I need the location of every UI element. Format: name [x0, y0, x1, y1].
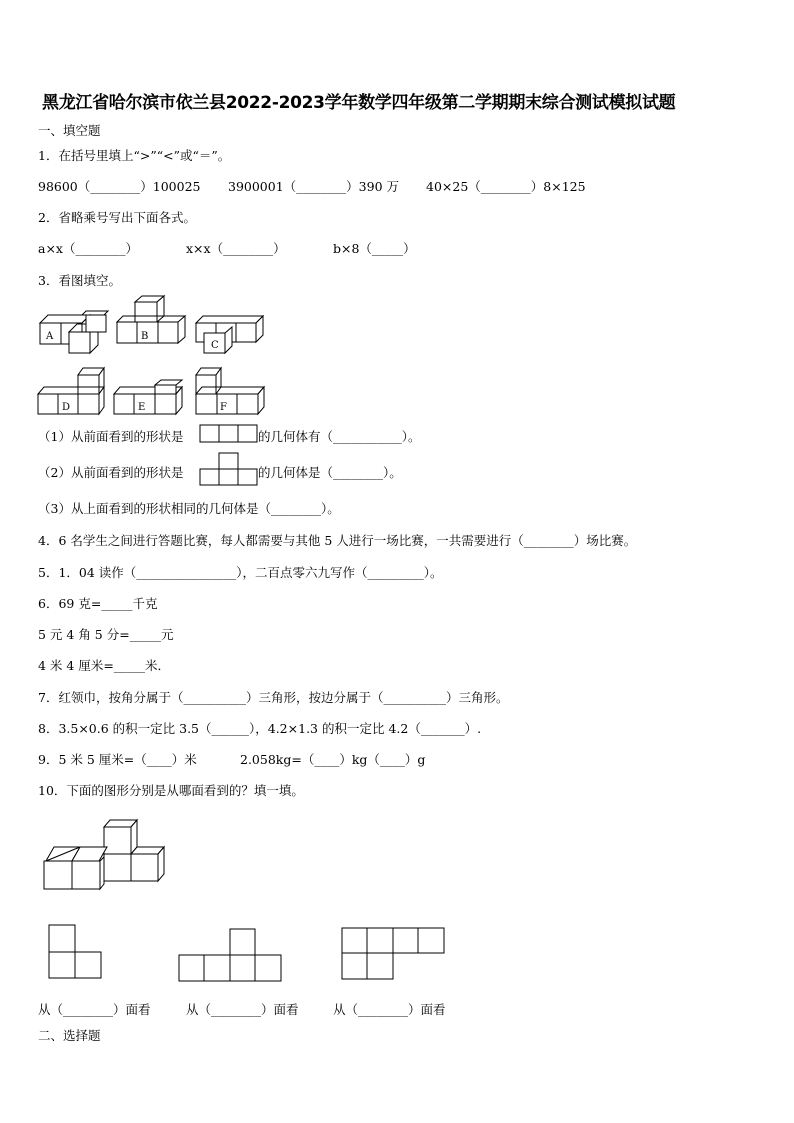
q8: 8．3.5×0.6 的积一定比 3.5（______），4.2×1.3 的积一定比 4.2（_______）. — [38, 721, 482, 736]
shape-label-d: D — [62, 402, 71, 413]
shape-label-b: B — [141, 331, 149, 342]
q1-item-1: 98600（________）100025 — [38, 179, 201, 194]
q10-view-3 — [342, 928, 444, 979]
q2-item-1: a×x（________） — [38, 241, 138, 256]
q10-answer-1: 从（________）面看 — [38, 1002, 151, 1017]
q6-line-3: 4 米 4 厘米=_____米． — [38, 658, 171, 673]
q3-sub3: （3）从上面看到的形状相同的几何体是（________）。 — [38, 501, 340, 516]
q10-view-2 — [179, 929, 281, 981]
shape-f-figure — [196, 368, 264, 414]
shape-b-figure — [117, 296, 185, 343]
q6-line-2: 5 元 4 角 5 分=_____元 — [38, 627, 174, 642]
q5: 5．1．04 读作（________________），二百点零六九写作（_________）。 — [38, 565, 443, 580]
q2-stem: 2．省略乘号写出下面各式。 — [38, 210, 196, 225]
q9-part-2: 2.058kg=（____）kg（____）g — [240, 752, 426, 767]
shape-label-f: F — [220, 402, 227, 413]
q10-cube-figure — [44, 820, 164, 889]
q3-sub1-prefix: （1）从前面看到的形状是 — [38, 429, 184, 444]
q6-line-1: 6．69 克=_____千克 — [38, 596, 158, 611]
q1-item-3: 40×25（________）8×125 — [426, 179, 586, 194]
section-heading-multiple-choice: 二、选择题 — [38, 1028, 101, 1043]
q7: 7．红领巾，按角分属于（__________）三角形，按边分属于（__________）三角形。 — [38, 690, 509, 705]
q2-item-2: x×x（________） — [186, 241, 286, 256]
inline-view-three-row — [200, 425, 257, 442]
q3-stem: 3．看图填空。 — [38, 273, 121, 288]
shape-d-figure — [38, 368, 104, 414]
shape-label-c: C — [211, 340, 219, 351]
shape-label-e: E — [138, 402, 146, 413]
q4: 4．6 名学生之间进行答题比赛，每人都需要与其他 5 人进行一场比赛，一共需要进行（________）场比赛。 — [38, 533, 637, 548]
shape-e-figure — [114, 380, 182, 414]
page-title: 黑龙江省哈尔滨市依兰县2022-2023学年数学四年级第二学期期末综合测试模拟试题 — [42, 93, 676, 113]
q3-sub1-suffix: 的几何体有（___________）。 — [258, 429, 421, 444]
q1-stem: 1．在括号里填上“>”“<”或“＝”。 — [38, 148, 231, 163]
shape-c-figure — [196, 316, 263, 353]
q10-stem: 10．下面的图形分别是从哪面看到的？填一填。 — [38, 783, 304, 798]
q3-sub2-suffix: 的几何体是（________）。 — [258, 465, 402, 480]
q2-item-3: b×8（_____） — [333, 241, 416, 256]
section-heading-fill-blank: 一、填空题 — [38, 123, 101, 138]
q9-part-1: 9．5 米 5 厘米=（____）米 — [38, 752, 197, 767]
inline-view-cross — [200, 453, 257, 485]
q1-item-2: 3900001（________）390 万 — [228, 179, 400, 194]
q3-sub2-prefix: （2）从前面看到的形状是 — [38, 465, 184, 480]
shape-label-a: A — [46, 331, 54, 342]
q10-answer-3: 从（________）面看 — [333, 1002, 446, 1017]
q10-answer-2: 从（________）面看 — [186, 1002, 299, 1017]
q10-view-1 — [49, 925, 101, 978]
